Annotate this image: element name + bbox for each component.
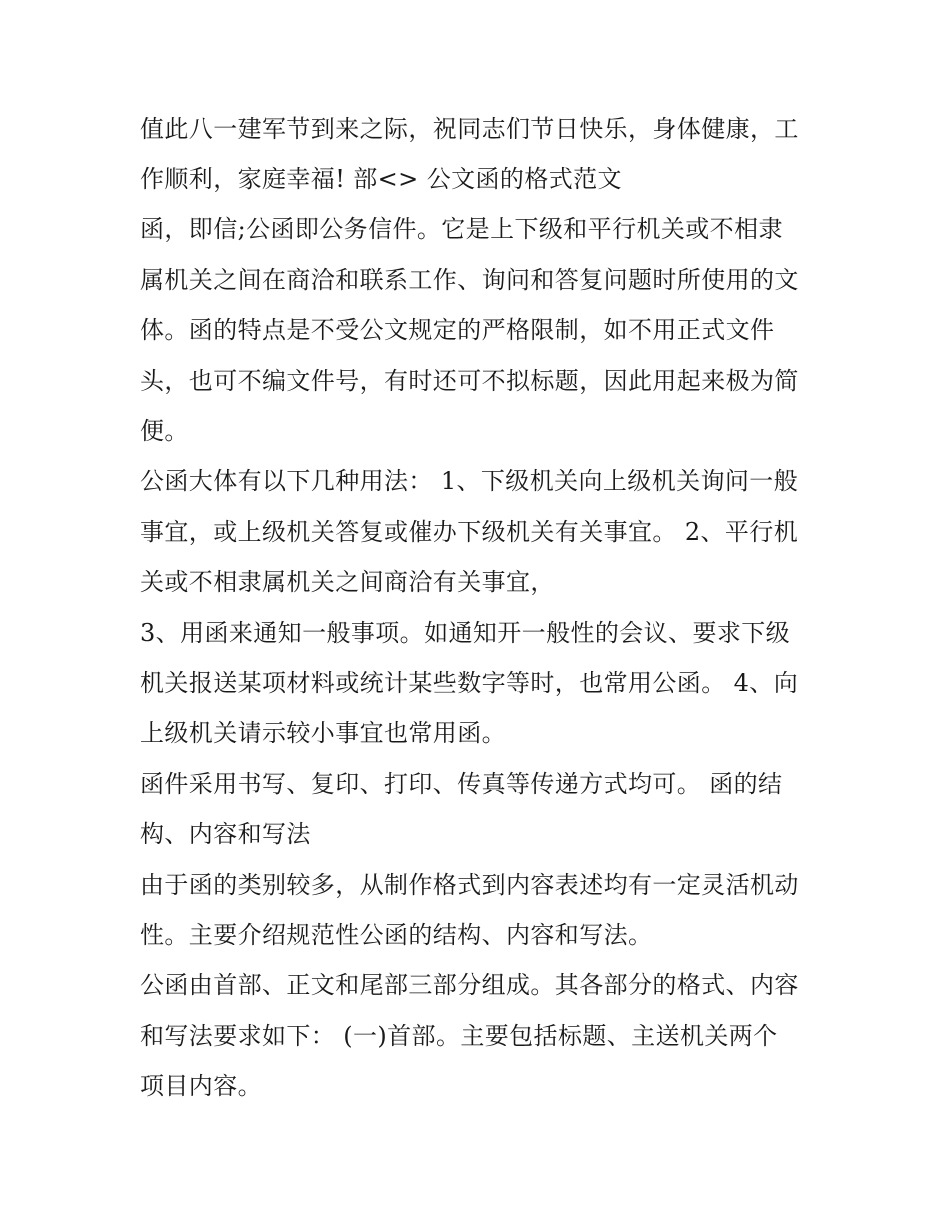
text-line: 函，即信;公函即公务信件。它是上下级和平行机关或不相隶 (140, 215, 783, 243)
text-line: 项目内容。 (140, 1072, 262, 1100)
text-line: 事宜，或上级机关答复或催办下级机关有关事宜。 2、平行机 (140, 518, 799, 546)
text-line: 函件采用书写、复印、打印、传真等传递方式均可。 函的结 (140, 770, 783, 798)
text-line: 公函大体有以下几种用法： 1、下级机关向上级机关询问一般 (140, 467, 799, 495)
text-line: 体。函的特点是不受公文规定的严格限制，如不用正式文件 (140, 316, 775, 344)
text-line: 3、用函来通知一般事项。如通知开一般性的会议、要求下级 (140, 619, 791, 647)
text-line: 头，也可不编文件号，有时还可不拟标题，因此用起来极为简 (140, 367, 799, 395)
text-line: 作顺利，家庭幸福! 部<> 公文函的格式范文 (140, 165, 622, 193)
text-line: 构、内容和写法 (140, 820, 311, 848)
text-line: 和写法要求如下： (一)首部。主要包括标题、主送机关两个 (140, 1022, 778, 1050)
text-line: 属机关之间在商洽和联系工作、询问和答复问题时所使用的文 (140, 266, 799, 294)
text-line: 上级机关请示较小事宜也常用函。 (140, 719, 506, 747)
text-line: 机关报送某项材料或统计某些数字等时，也常用公函。 4、向 (140, 669, 799, 697)
text-line: 值此八一建军节到来之际，祝同志们节日快乐，身体健康，工 (140, 115, 799, 143)
text-line: 性。主要介绍规范性公函的结构、内容和写法。 (140, 921, 653, 949)
text-line: 便。 (140, 417, 189, 445)
text-line: 由于函的类别较多，从制作格式到内容表述均有一定灵活机动 (140, 871, 799, 899)
text-line: 关或不相隶属机关之间商洽有关事宜， (140, 568, 555, 596)
text-line: 公函由首部、正文和尾部三部分组成。其各部分的格式、内容 (140, 971, 799, 999)
